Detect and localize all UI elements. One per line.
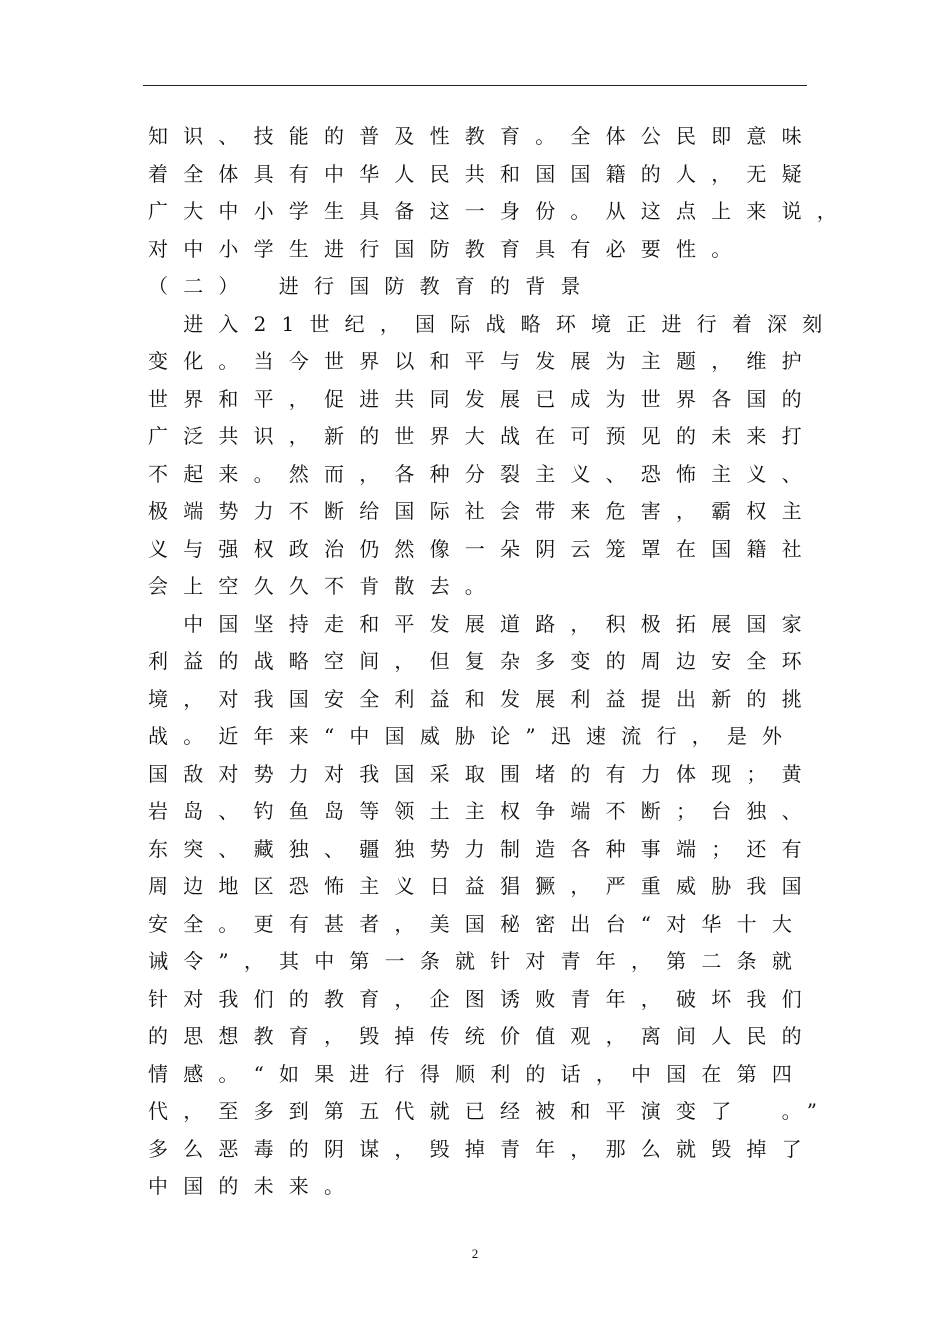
text-line: 会上空久久不肯散去。 xyxy=(148,574,500,598)
body-text xyxy=(148,118,852,1206)
text-line: 东突、藏独、疆独势力制造各种事端；还有 xyxy=(148,836,817,861)
text-line: 中国的未来。 xyxy=(148,1174,360,1198)
section-heading: （二） 进行国防教育的背景 xyxy=(148,274,596,298)
text-line: 境，对我国安全利益和发展利益提出新的挑 xyxy=(148,686,817,711)
text-line: 利益的战略空间，但复杂多变的周边安全环 xyxy=(148,649,817,673)
text-line: 广大中小学生具备这一身份。从这点上来说， xyxy=(148,199,852,223)
text-line: 知识、技能的普及性教育。全体公民即意味 xyxy=(148,124,817,148)
text-line: 进入21世纪，国际战略环境正进行着深刻 xyxy=(148,311,838,336)
text-line: 周边地区恐怖主义日益猖獗，严重威胁我国 xyxy=(148,874,817,898)
text-line: 世界和平，促进共同发展已成为世界各国的 xyxy=(148,386,817,411)
text-line: 战。近年来“中国威胁论”迅速流行，是外 xyxy=(148,724,798,748)
header-rule xyxy=(143,85,807,86)
text-line: 岩岛、钓鱼岛等领土主权争端不断；台独、 xyxy=(148,799,817,823)
page-number: 2 xyxy=(471,1246,479,1261)
text-line: 情感。“如果进行得顺利的话，中国在第四 xyxy=(148,1061,808,1086)
text-line: 安全。更有甚者，美国秘密出台“对华十大 xyxy=(148,911,808,936)
text-line: 针对我们的教育，企图诱败青年，破坏我们 xyxy=(148,986,817,1011)
text-line: 变化。当今世界以和平与发展为主题，维护 xyxy=(148,349,817,373)
text-line: 义与强权政治仍然像一朵阴云笼罩在国籍社 xyxy=(148,536,817,561)
text-line: 不起来。然而，各种分裂主义、恐怖主义、 xyxy=(148,461,817,486)
text-line: 对中小学生进行国防教育具有必要性。 xyxy=(148,236,747,261)
text-line: 诫令”，其中第一条就针对青年，第二条就 xyxy=(148,949,808,973)
text-line: 多么恶毒的阴谋，毁掉青年，那么就毁掉了 xyxy=(148,1136,817,1161)
text-line: 中国坚持走和平发展道路，积极拓展国家 xyxy=(148,611,817,636)
text-line: 代，至多到第五代就已经被和平演变了 。” xyxy=(148,1099,833,1123)
text-line: 的思想教育，毁掉传统价值观，离间人民的 xyxy=(148,1024,817,1048)
text-line: 广泛共识，新的世界大战在可预见的未来打 xyxy=(148,424,817,448)
text-line: 着全体具有中华人民共和国国籍的人，无疑 xyxy=(148,161,817,186)
text-line: 极端势力不断给国际社会带来危害，霸权主 xyxy=(148,499,817,523)
text-line: 国敌对势力对我国采取围堵的有力体现；黄 xyxy=(148,761,817,786)
